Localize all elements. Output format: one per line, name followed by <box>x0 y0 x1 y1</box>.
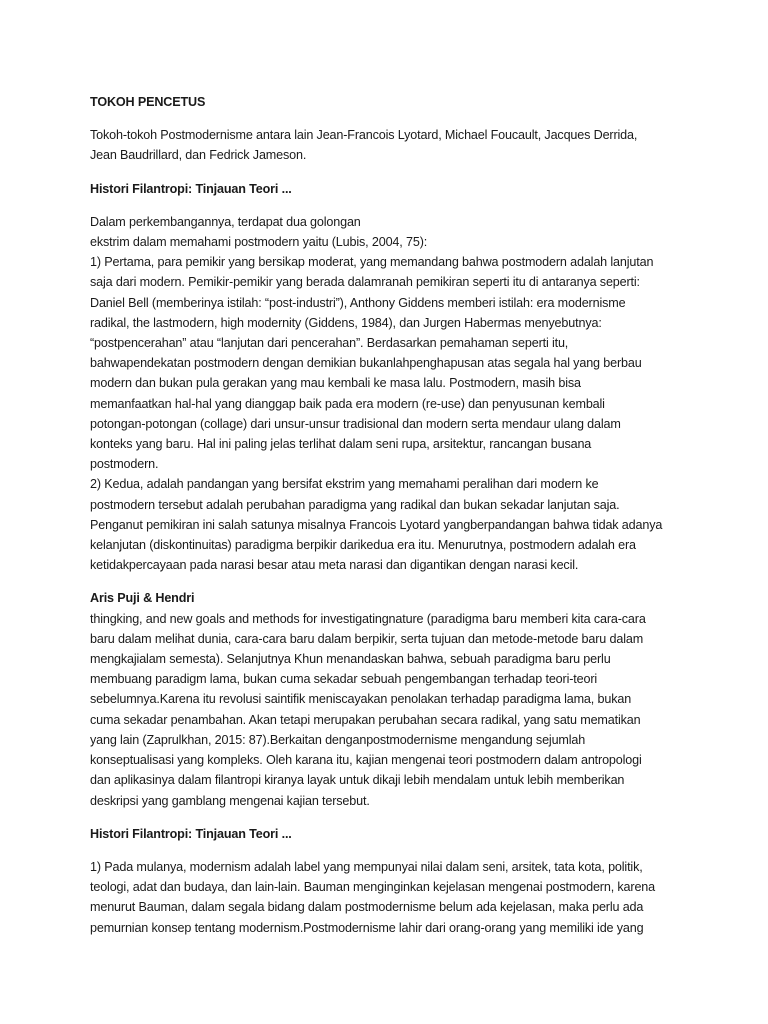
text-line: kelanjutan (diskontinuitas) paradigma berpikir darikedua era itu. Menurutnya, postmodern adalah era <box>90 538 636 553</box>
text-line: Tokoh-tokoh Postmodernisme antara lain Jean-Francois Lyotard, Michael Foucault, Jacques Derrida, <box>90 128 638 143</box>
section-heading-3: Histori Filantropi: Tinjauan Teori ... <box>90 826 292 841</box>
document-page <box>90 92 700 938</box>
section-2-paragraph <box>90 609 700 811</box>
text-line: postmodern tersebut adalah perubahan paradigma yang radikal dan bukan sekadar lanjutan saja. <box>90 497 620 512</box>
text-line: deskripsi yang gamblang mengenai kajian tersebut. <box>90 793 370 808</box>
text-line: teologi, adat dan budaya, dan lain-lain. Bauman menginginkan kejelasan mengenai postmodern, karena <box>90 880 656 895</box>
text-line: baru dalam melihat dunia, cara-cara baru dalam berpikir, serta tujuan dan metode-metode baru dalam <box>90 631 644 646</box>
text-line: konseptualisasi yang kompleks. Oleh karana itu, kajian mengenai teori postmodern dalam antropologi <box>90 753 642 768</box>
text-line: konteks yang baru. Hal ini paling jelas terlihat dalam seni rupa, arsitektur, rancangan busana <box>90 437 592 452</box>
text-line: postmodern. <box>90 457 159 472</box>
text-line: membuang paradigm lama, bukan cuma sekadar sebuah pengembangan terhadap teori-teori <box>90 672 598 687</box>
spacer <box>90 112 700 125</box>
text-line: ketidakpercayaan pada narasi besar atau meta narasi dan digantikan dengan narasi kecil. <box>90 558 579 573</box>
text-line: Penganut pemikiran ini salah satunya misalnya Francois Lyotard yangberpandangan bahwa tidak adanya <box>90 517 663 532</box>
section-heading-2: Aris Puji & Hendri <box>90 591 195 606</box>
text-line: mengkajialam semesta). Selanjutnya Khun menandaskan bahwa, sebuah paradigma baru perlu <box>90 652 611 667</box>
section-heading-1: Histori Filantropi: Tinjauan Teori ... <box>90 181 292 196</box>
text-line: 1) Pada mulanya, modernism adalah label yang mempunyai nilai dalam seni, arsitek, tata kota, politik, <box>90 859 643 874</box>
text-line: potongan-potongan (collage) dari unsur-unsur tradisional dan modern serta mendaur ulang dalam <box>90 416 621 431</box>
text-line: yang lain (Zaprulkhan, 2015: 87).Berkaitan denganpostmodernisme mengandung sejumlah <box>90 732 586 747</box>
spacer <box>90 811 700 824</box>
text-line: 2) Kedua, adalah pandangan yang bersifat ekstrim yang memahami peralihan dari modern ke <box>90 477 599 492</box>
text-line: bahwapendekatan postmodern dengan demikian bukanlahpenghapusan atas segala hal yang berbau <box>90 356 642 371</box>
text-line: 1) Pertama, para pemikir yang bersikap moderat, yang memandang bahwa postmodern adalah lanjutan <box>90 255 654 270</box>
text-line: Jean Baudrillard, dan Fedrick Jameson. <box>90 148 307 163</box>
text-line: memanfaatkan hal-hal yang dianggap baik pada era modern (re-use) dan penyusunan kembali <box>90 396 605 411</box>
spacer <box>90 575 700 588</box>
spacer <box>90 166 700 179</box>
text-line: ekstrim dalam memahami postmodern yaitu (Lubis, 2004, 75): <box>90 235 428 250</box>
text-line: menurut Bauman, dalam segala bidang dalam postmodernisme belum ada kejelasan, maka perlu ada <box>90 900 644 915</box>
intro-paragraph <box>90 125 700 165</box>
text-line: sebelumnya.Karena itu revolusi saintifik meniscayakan penolakan terhadap paradigma lama, bukan <box>90 692 632 707</box>
text-line: cuma sekadar penambahan. Akan tetapi merupakan perubahan secara radikal, yang satu mematikan <box>90 712 641 727</box>
text-line: Daniel Bell (memberinya istilah: “post-industri”), Anthony Giddens memberi istilah: era modernisme <box>90 295 626 310</box>
text-line: saja dari modern. Pemikir-pemikir yang berada dalamranah pemikiran seperti itu di antaranya seperti: <box>90 275 640 290</box>
text-line: “postpencerahan” atau “lanjutan dari pencerahan”. Berdasarkan pemahaman seperti itu, <box>90 336 569 351</box>
text-line: modern dan bukan pula gerakan yang mau kembali ke masa lalu. Postmodern, masih bisa <box>90 376 581 391</box>
text-line: pemurnian konsep tentang modernism.Postmodernisme lahir dari orang-orang yang memiliki ide yang <box>90 920 644 935</box>
text-line: Dalam perkembangannya, terdapat dua golongan <box>90 214 361 229</box>
spacer <box>90 199 700 212</box>
document-title: TOKOH PENCETUS <box>90 95 206 109</box>
text-line: thingking, and new goals and methods for investigatingnature (paradigma baru memberi kita cara-cara <box>90 611 646 626</box>
spacer <box>90 844 700 857</box>
text-line: radikal, the lastmodern, high modernity (Giddens, 1984), dan Jurgen Habermas menyebutnya: <box>90 315 602 330</box>
section-1-paragraph <box>90 212 700 576</box>
section-3-paragraph <box>90 857 700 938</box>
text-line: dan aplikasinya dalam filantropi kiranya layak untuk dikaji lebih mendalam untuk lebih memberikan <box>90 773 625 788</box>
